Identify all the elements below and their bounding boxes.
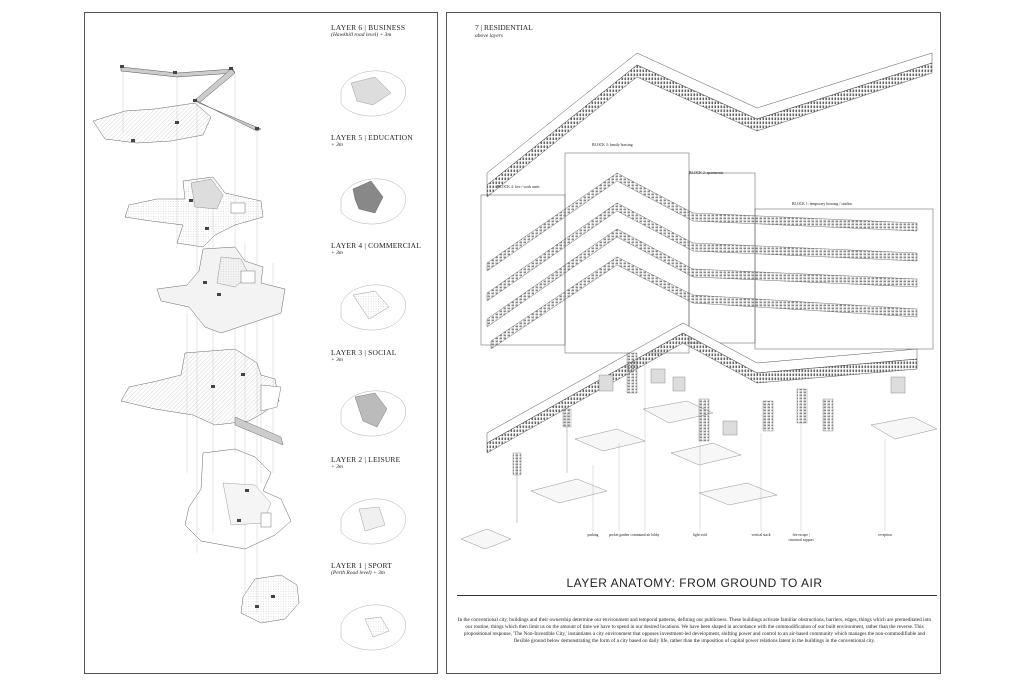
vertical-guide-lines (123, 71, 273, 613)
layer-2-title: LAYER 2 | LEISURE (331, 455, 401, 464)
component-reception-label: reception (878, 533, 892, 537)
block-1-label: BLOCK 1: temporary housing / studios (792, 202, 853, 206)
layer-4-commercial-plan (157, 247, 285, 333)
top-residential-ribbon (487, 53, 932, 197)
layer-6-label (331, 23, 405, 39)
layer-6-title: LAYER 6 | BUSINESS (331, 23, 406, 32)
layer-5-education-plan (125, 177, 263, 247)
layer-1-sport-plan (241, 575, 299, 623)
layer-2-leisure-plan (185, 449, 291, 549)
residential-title: 7 | RESIDENTIAL (475, 23, 533, 32)
component-fire-escape-label: fire escape | structural support (788, 533, 814, 542)
component-light-void-label: light void (693, 533, 707, 537)
left-panel-layers (84, 12, 438, 674)
component-vertical-stack-label: vertical stack (751, 533, 771, 537)
title-divider (457, 595, 937, 596)
layer-4-title: LAYER 4 | COMMERCIAL (331, 241, 422, 250)
layer-1-title: LAYER 1 | SPORT (331, 561, 393, 570)
layer-4-subtitle: + 3m (331, 250, 343, 256)
main-title: LAYER ANATOMY: FROM GROUND TO AIR (566, 576, 823, 590)
layer-1-label (331, 561, 392, 577)
layer-2-subtitle: + 3m (331, 464, 343, 470)
right-panel-residential (446, 12, 941, 674)
layer-5-title: LAYER 5 | EDUCATION (331, 133, 413, 142)
layer-3-label (331, 348, 396, 364)
layer-5-subtitle: + 3m (331, 142, 343, 148)
block-4-label: BLOCK 4: live / work units (497, 185, 540, 189)
layer-3-title: LAYER 3 | SOCIAL (331, 348, 397, 357)
layer-3-subtitle: + 3m (331, 357, 343, 363)
layer-4-label (331, 241, 421, 257)
component-parking-label: parking (587, 533, 599, 537)
residential-subtitle: above layers (475, 33, 503, 39)
block-3-label: BLOCK 3: family housing (592, 143, 633, 147)
layer-5-label (331, 133, 413, 149)
stacked-slabs (487, 173, 917, 349)
layer-6-subtitle: (Hawkhill road level) + 3m (331, 32, 392, 38)
component-pocket-garden-label: pocket garden (608, 533, 630, 537)
layer-3-social-plan (121, 349, 283, 445)
block-2-label: BLOCK 2: apartments (689, 171, 724, 175)
layer-2-label (331, 455, 400, 471)
body-text: In the conventional city, buildings and their ownership determine our environment and temporal patterns, defining our publicness. These buildings activate familiar obstructions, barriers, edges, things which are premeditated into our routine, things which then limit us on the amount of time we have to spend in our desired locations. We have been shaped in accordance with the commodification of our built environment, rather than the reverse. This propositional response, 'The Non-Investible City,' instantiates a city environment that opposes investment-led development, shifting power and control to an air-based community which manages the non-commodifiable and flexible ground below demonstrating the form of a city based on daily life, rather than the imposition of capital power relations latent in the buildings in the conventional city. (457, 617, 932, 644)
hanging-components (461, 353, 937, 549)
layer-1-subtitle: (Perth Road level) + 3m (331, 570, 385, 576)
residential-label (475, 23, 533, 41)
component-air-lobby-label: communal air lobby (630, 533, 660, 537)
